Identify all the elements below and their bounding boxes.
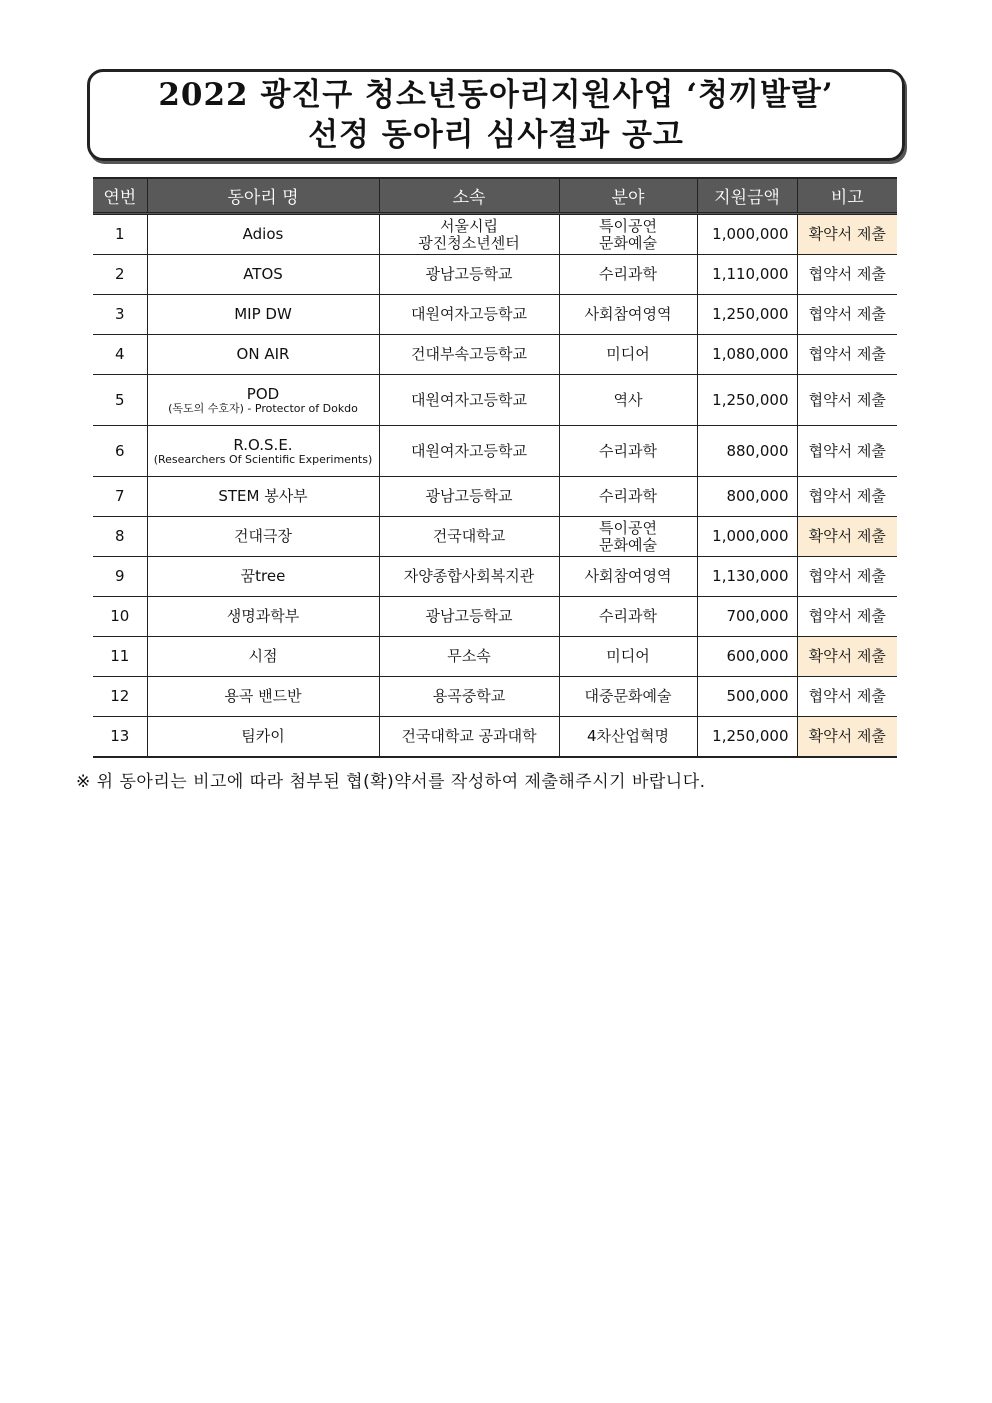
affiliation: 광남고등학교: [379, 477, 559, 517]
header-field: 분야: [559, 178, 697, 214]
row-no: 5: [93, 375, 147, 426]
affiliation: 자양종합사회복지관: [379, 557, 559, 597]
note: 확약서 제출: [797, 717, 897, 758]
footnote: ※ 위 동아리는 비고에 따라 첨부된 협(확)약서를 작성하여 제출해주시기 바랍니다.: [76, 772, 706, 792]
amount: 500,000: [697, 677, 797, 717]
row-no: 13: [93, 717, 147, 758]
club-name-main: Adios: [242, 225, 284, 243]
table-row: [93, 214, 897, 255]
amount: 800,000: [697, 477, 797, 517]
table-row: [93, 335, 897, 375]
club-name-main: 시점: [248, 647, 278, 665]
field: 역사: [559, 375, 697, 426]
field: 수리과학: [559, 255, 697, 295]
affiliation: 대원여자고등학교: [379, 426, 559, 477]
header-no: 연번: [93, 178, 147, 214]
field: 4차산업혁명: [559, 717, 697, 758]
club-name: [147, 717, 379, 758]
field: 미디어: [559, 335, 697, 375]
field: 수리과학: [559, 477, 697, 517]
amount: 1,250,000: [697, 295, 797, 335]
affiliation: 건국대학교 공과대학: [379, 717, 559, 758]
table-row: [93, 717, 897, 758]
row-no: 9: [93, 557, 147, 597]
affiliation: 무소속: [379, 637, 559, 677]
table-row: [93, 637, 897, 677]
club-name: [147, 477, 379, 517]
amount: 700,000: [697, 597, 797, 637]
amount: 1,080,000: [697, 335, 797, 375]
club-name-main: STEM 봉사부: [218, 487, 308, 505]
table-row: [93, 477, 897, 517]
club-name: [147, 214, 379, 255]
amount: 1,110,000: [697, 255, 797, 295]
table-row: [93, 597, 897, 637]
field: 미디어: [559, 637, 697, 677]
table-row: [93, 295, 897, 335]
page-subtitle: 선정 동아리 심사결과 공고: [308, 117, 684, 153]
amount: 1,250,000: [697, 375, 797, 426]
club-name-main: 생명과학부: [226, 607, 300, 625]
amount: 1,250,000: [697, 717, 797, 758]
table-row: [93, 255, 897, 295]
table-row: [93, 677, 897, 717]
note: 협약서 제출: [797, 477, 897, 517]
field: 수리과학: [559, 426, 697, 477]
field: 사회참여영역: [559, 557, 697, 597]
club-name-main: MIP DW: [234, 305, 292, 323]
field: 특이공연 문화예술: [559, 517, 697, 557]
table-row: [93, 517, 897, 557]
affiliation: 광남고등학교: [379, 255, 559, 295]
row-no: 10: [93, 597, 147, 637]
result-table: [93, 177, 897, 758]
note: 협약서 제출: [797, 597, 897, 637]
affiliation: 광남고등학교: [379, 597, 559, 637]
page-title: 2022 광진구 청소년동아리지원사업 ‘청끼발랄’: [158, 77, 834, 113]
note: 협약서 제출: [797, 677, 897, 717]
affiliation: 건국대학교: [379, 517, 559, 557]
club-name: [147, 637, 379, 677]
note: 협약서 제출: [797, 295, 897, 335]
row-no: 7: [93, 477, 147, 517]
club-name-main: POD: [246, 384, 280, 403]
row-no: 8: [93, 517, 147, 557]
club-name: [147, 597, 379, 637]
club-name-sub: (독도의 수호자) - Protector of Dokdo: [168, 401, 358, 415]
note: 확약서 제출: [797, 214, 897, 255]
row-no: 3: [93, 295, 147, 335]
amount: 1,000,000: [697, 214, 797, 255]
table-header-row: [93, 178, 897, 214]
row-no: 12: [93, 677, 147, 717]
note: 확약서 제출: [797, 637, 897, 677]
club-name: [147, 335, 379, 375]
note: 협약서 제출: [797, 335, 897, 375]
club-name-main: ON AIR: [236, 345, 290, 363]
note: 협약서 제출: [797, 255, 897, 295]
title-box: [87, 69, 905, 161]
row-no: 2: [93, 255, 147, 295]
header-amount: 지원금액: [697, 178, 797, 214]
note: 협약서 제출: [797, 426, 897, 477]
affiliation: 용곡중학교: [379, 677, 559, 717]
affiliation: 서울시립 광진청소년센터: [379, 214, 559, 255]
note: 협약서 제출: [797, 557, 897, 597]
amount: 880,000: [697, 426, 797, 477]
club-name: [147, 375, 379, 426]
field: 수리과학: [559, 597, 697, 637]
amount: 600,000: [697, 637, 797, 677]
club-name-main: ATOS: [243, 265, 283, 283]
field: 특이공연 문화예술: [559, 214, 697, 255]
affiliation: 건대부속고등학교: [379, 335, 559, 375]
club-name: [147, 677, 379, 717]
affiliation: 대원여자고등학교: [379, 295, 559, 335]
club-name: [147, 517, 379, 557]
header-affiliation: 소속: [379, 178, 559, 214]
field: 사회참여영역: [559, 295, 697, 335]
row-no: 11: [93, 637, 147, 677]
row-no: 1: [93, 214, 147, 255]
amount: 1,000,000: [697, 517, 797, 557]
header-club-name: 동아리 명: [147, 178, 379, 214]
row-no: 4: [93, 335, 147, 375]
table-row: [93, 375, 897, 426]
club-name: [147, 295, 379, 335]
club-name-main: 용곡 밴드반: [224, 687, 302, 705]
field: 대중문화예술: [559, 677, 697, 717]
club-name: [147, 557, 379, 597]
table-row: [93, 557, 897, 597]
club-name-main: 팀카이: [241, 727, 285, 745]
amount: 1,130,000: [697, 557, 797, 597]
header-note: 비고: [797, 178, 897, 214]
note: 확약서 제출: [797, 517, 897, 557]
row-no: 6: [93, 426, 147, 477]
club-name-sub: (Researchers Of Scientific Experiments): [153, 452, 373, 466]
table-row: [93, 426, 897, 477]
note: 협약서 제출: [797, 375, 897, 426]
club-name-main: 건대극장: [234, 527, 292, 545]
club-name: [147, 426, 379, 477]
club-name-main: 꿈tree: [240, 567, 286, 585]
affiliation: 대원여자고등학교: [379, 375, 559, 426]
club-name-main: R.O.S.E.: [233, 435, 293, 454]
club-name: [147, 255, 379, 295]
